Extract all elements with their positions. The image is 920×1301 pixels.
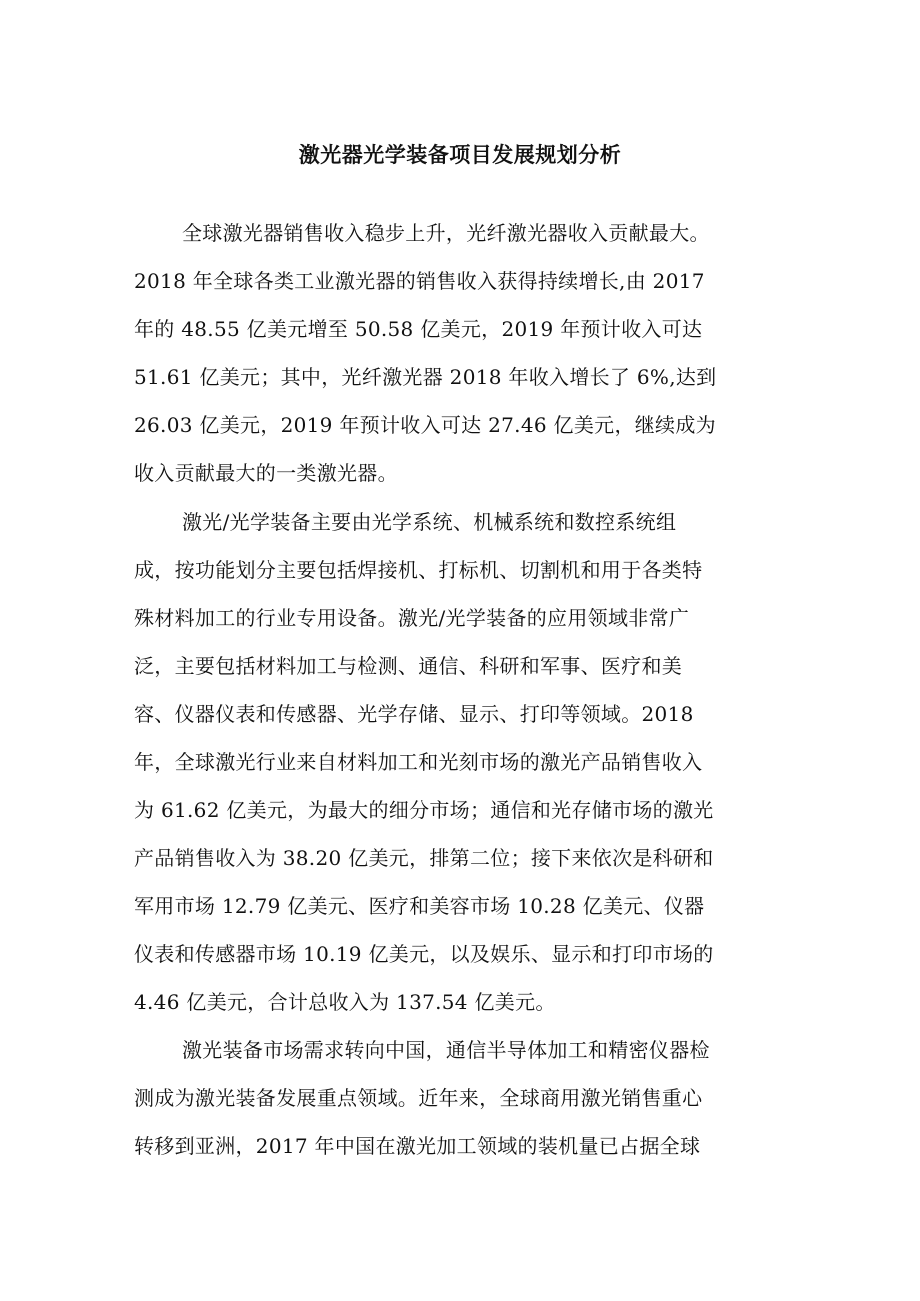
paragraph-1-line-3: 年的 48.55 亿美元增至 50.58 亿美元，2019 年预计收入可达: [134, 317, 703, 341]
paragraph-1-line-1: 全球激光器销售收入稳步上升，光纤激光器收入贡献最大。: [182, 221, 710, 245]
paragraph-2-line-1: 激光/光学装备主要由光学系统、机械系统和数控系统组: [182, 510, 677, 534]
paragraph-2-line-5: 容、仪器仪表和传感器、光学存储、显示、打印等领域。2018: [134, 702, 694, 726]
paragraph-2-line-11: 4.46 亿美元，合计总收入为 137.54 亿美元。: [134, 990, 556, 1014]
paragraph-2-line-10: 仪表和传感器市场 10.19 亿美元，以及娱乐、显示和打印市场的: [134, 942, 714, 966]
paragraph-3-line-2: 测成为激光装备发展重点领域。近年来，全球商用激光销售重心: [134, 1086, 703, 1110]
paragraph-2-line-6: 年，全球激光行业来自材料加工和光刻市场的激光产品销售收入: [134, 750, 703, 774]
paragraph-2-line-8: 产品销售收入为 38.20 亿美元，排第二位；接下来依次是科研和: [134, 846, 714, 870]
paragraph-1-line-2: 2018 年全球各类工业激光器的销售收入获得持续增长,由 2017: [134, 269, 705, 293]
paragraph-2-line-3: 殊材料加工的行业专用设备。激光/光学装备的应用领域非常广: [134, 606, 690, 630]
document-title: 激光器光学装备项目发展规划分析: [298, 143, 622, 167]
paragraph-1-line-6: 收入贡献最大的一类激光器。: [134, 461, 398, 485]
paragraph-1-line-4: 51.61 亿美元；其中，光纤激光器 2018 年收入增长了 6%,达到: [134, 365, 717, 389]
paragraph-1-line-5: 26.03 亿美元，2019 年预计收入可达 27.46 亿美元，继续成为: [134, 413, 716, 437]
paragraph-2-line-2: 成，按功能划分主要包括焊接机、打标机、切割机和用于各类特: [134, 558, 703, 582]
paragraph-2-line-7: 为 61.62 亿美元，为最大的细分市场；通信和光存储市场的激光: [134, 798, 714, 822]
paragraph-3-line-3: 转移到亚洲，2017 年中国在激光加工领域的装机量已占据全球: [134, 1134, 701, 1158]
paragraph-3-line-1: 激光装备市场需求转向中国，通信半导体加工和精密仪器检: [182, 1038, 710, 1062]
paragraph-2-line-9: 军用市场 12.79 亿美元、医疗和美容市场 10.28 亿美元、仪器: [134, 894, 705, 918]
paragraph-2-line-4: 泛，主要包括材料加工与检测、通信、科研和军事、医疗和美: [134, 654, 683, 678]
